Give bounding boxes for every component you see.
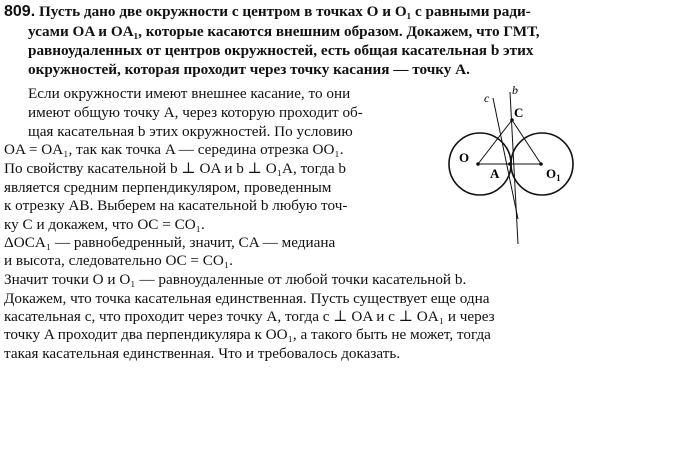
solution-line-3: щая касательная b этих окружностей. По условию bbox=[28, 123, 353, 140]
solution-line-12: Докажем, что точка касательная единственная. Пусть существует еще одна bbox=[4, 290, 490, 307]
problem-number: 809. bbox=[4, 3, 36, 20]
problem-statement-2: усами OA и OA₁, которые касаются внешним образом. Докажем, что ГМТ, bbox=[28, 23, 540, 40]
solution-line-1: Если окружности имеют внешнее касание, то они bbox=[28, 85, 351, 102]
solution-line-7: к отрезку AB. Выберем на касательной b любую точ- bbox=[4, 197, 348, 214]
point-o bbox=[476, 162, 480, 166]
solution-line-9: ΔOCA₁ — равнобедренный, значит, CA — медиана bbox=[4, 234, 336, 251]
solution-line-8: ку C и докажем, что OC = CO₁. bbox=[4, 216, 205, 233]
problem-statement-3: равноудаленных от центров окружностей, есть общая касательная b этих bbox=[28, 42, 534, 59]
point-o1 bbox=[539, 162, 543, 166]
label-O: O bbox=[459, 150, 470, 165]
point-a bbox=[508, 162, 512, 166]
label-O1-letter: O bbox=[546, 166, 557, 181]
solution-line-13: касательная c, что проходит через точку A, тогда c ⊥ OA и c ⊥ OA₁ и через bbox=[4, 308, 495, 325]
solution-line-15: такая касательная единственная. Что и требовалось доказать. bbox=[4, 345, 401, 362]
label-C: C bbox=[514, 105, 524, 120]
label-O1 bbox=[546, 166, 561, 183]
problem-statement-1: Пусть дано две окружности с центром в точках O и O₁ с равными ради- bbox=[38, 3, 531, 20]
solution-line-11: Значит точки O и O₁ — равноудаленные от любой точки касательной b. bbox=[4, 271, 467, 288]
solution-line-10: и высота, следовательно OC = CO₁. bbox=[4, 252, 233, 269]
label-c: c bbox=[484, 91, 490, 105]
solution-line-14: точку A проходит два перпендикуляра к OO₁, а такого быть не может, тогда bbox=[4, 326, 491, 343]
problem-line-1 bbox=[4, 3, 531, 20]
segment-oc bbox=[478, 120, 512, 164]
segment-co1 bbox=[512, 120, 541, 164]
label-O1-subscript: 1 bbox=[556, 173, 561, 183]
geometry-diagram bbox=[448, 84, 588, 244]
label-b: b bbox=[512, 84, 518, 97]
solution-line-6: является средним перпендикуляром, проведенным bbox=[4, 179, 332, 196]
solution-line-4: OA = OA₁, так как точка A — середина отрезка OO₁. bbox=[4, 141, 344, 158]
solution-line-2: имеют общую точку A, через которую проходит об- bbox=[28, 104, 363, 121]
label-A: A bbox=[490, 166, 500, 181]
solution-line-5: По свойству касательной b ⊥ OA и b ⊥ O₁A, тогда b bbox=[4, 160, 346, 177]
problem-statement-4: окружностей, которая проходит через точку касания — точку A. bbox=[28, 61, 470, 78]
